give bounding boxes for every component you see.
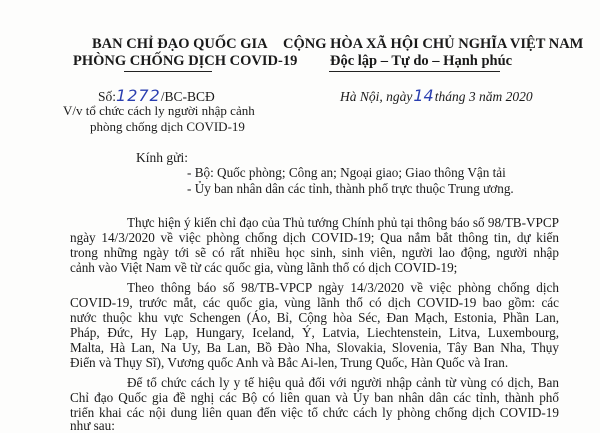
- paragraph-2-line-2: COVID-19, trước mắt, các quốc gia, vùng lãnh thổ có dịch COVID-19 bao gồm: các: [70, 295, 559, 310]
- paragraph-1-line-3: trong những ngày tới sẽ có rất nhiều học sinh, sinh viên, người lao động, người nhập: [70, 245, 559, 260]
- date-day-handwritten: 14: [413, 86, 434, 105]
- agency-name-line1: BAN CHỈ ĐẠO QUỐC GIA: [92, 36, 268, 52]
- paragraph-2-line-4: Pháp, Đức, Hy Lạp, Hungary, Iceland, Ý, Latvia, Liechtenstein, Litva, Luxembourg,: [70, 325, 559, 340]
- paragraph-2-line-1: Theo thông báo số 98/TB-VPCP ngày 14/3/2020 về việc phòng chống dịch: [127, 280, 559, 295]
- doc-number-prefix: Số:: [98, 89, 117, 104]
- agency-name-line2: PHÒNG CHỐNG DỊCH COVID-19: [73, 53, 298, 69]
- paragraph-1-line-2: ngày 14/3/2020 về việc phòng chống dịch COVID-19; Qua nắm bắt thông tin, dự kiến: [70, 230, 559, 245]
- date-prefix: Hà Nội, ngày: [340, 89, 413, 104]
- nation-motto: Độc lập – Tự do – Hạnh phúc: [330, 53, 513, 69]
- paragraph-2-line-3: nước thuộc khu vực Schengen (Áo, Bỉ, Cộng hòa Séc, Đan Mạch, Estonia, Phần Lan,: [70, 310, 559, 325]
- paragraph-2-line-6: Điển và Thụy Sĩ), Vương quốc Anh và Bắc Ai-len, Trung Quốc, Hàn Quốc và Iran.: [70, 355, 509, 370]
- motto-underline: [329, 71, 500, 72]
- nation-title: CỘNG HÒA XÃ HỘI CHỦ NGHĨA VIỆT NAM: [283, 36, 584, 52]
- paragraph-1-line-1: Thực hiện ý kiến chỉ đạo của Thủ tướng Chính phủ tại thông báo số 98/TB-VPCP: [127, 215, 559, 230]
- paragraph-3-line-3: triển khai các nội dung liên quan đến việc tổ chức cách ly phòng chống dịch COVID-19: [70, 405, 559, 420]
- doc-number-suffix: /BC-BCĐ: [160, 89, 215, 104]
- paragraph-1-line-4: cảnh vào Việt Nam về từ các quốc gia, vùng lãnh thổ có dịch COVID-19;: [70, 260, 458, 275]
- doc-number-handwritten: 1272: [116, 86, 161, 105]
- recipient-2: - Ủy ban nhân dân các tỉnh, thành phố trực thuộc Trung ương.: [187, 181, 514, 196]
- agency-underline: [124, 71, 212, 72]
- paragraph-3-line-1: Để tổ chức cách ly y tế hiệu quả đối với người nhập cảnh từ vùng có dịch, Ban: [127, 375, 559, 390]
- subject-line1: V/v tổ chức cách ly người nhập cảnh: [63, 103, 255, 118]
- paragraph-3-line-2: Chỉ đạo Quốc gia đề nghị các Bộ có liên quan và Ủy ban nhân dân các tỉnh, thành phố: [70, 390, 559, 405]
- subject-line2: phòng chống dịch COVID-19: [90, 119, 245, 134]
- greeting: Kính gửi:: [136, 150, 188, 165]
- issue-date: [340, 86, 533, 105]
- recipient-1: - Bộ: Quốc phòng; Công an; Ngoại giao; Giao thông Vận tải: [187, 165, 506, 180]
- paragraph-3-line-4: như sau:: [70, 418, 115, 433]
- paragraph-2-line-5: Malta, Hà Lan, Na Uy, Ba Lan, Bồ Đào Nha, Slovakia, Slovenia, Tây Ban Nha, Thụy: [70, 340, 559, 355]
- date-suffix: tháng 3 năm 2020: [434, 89, 533, 104]
